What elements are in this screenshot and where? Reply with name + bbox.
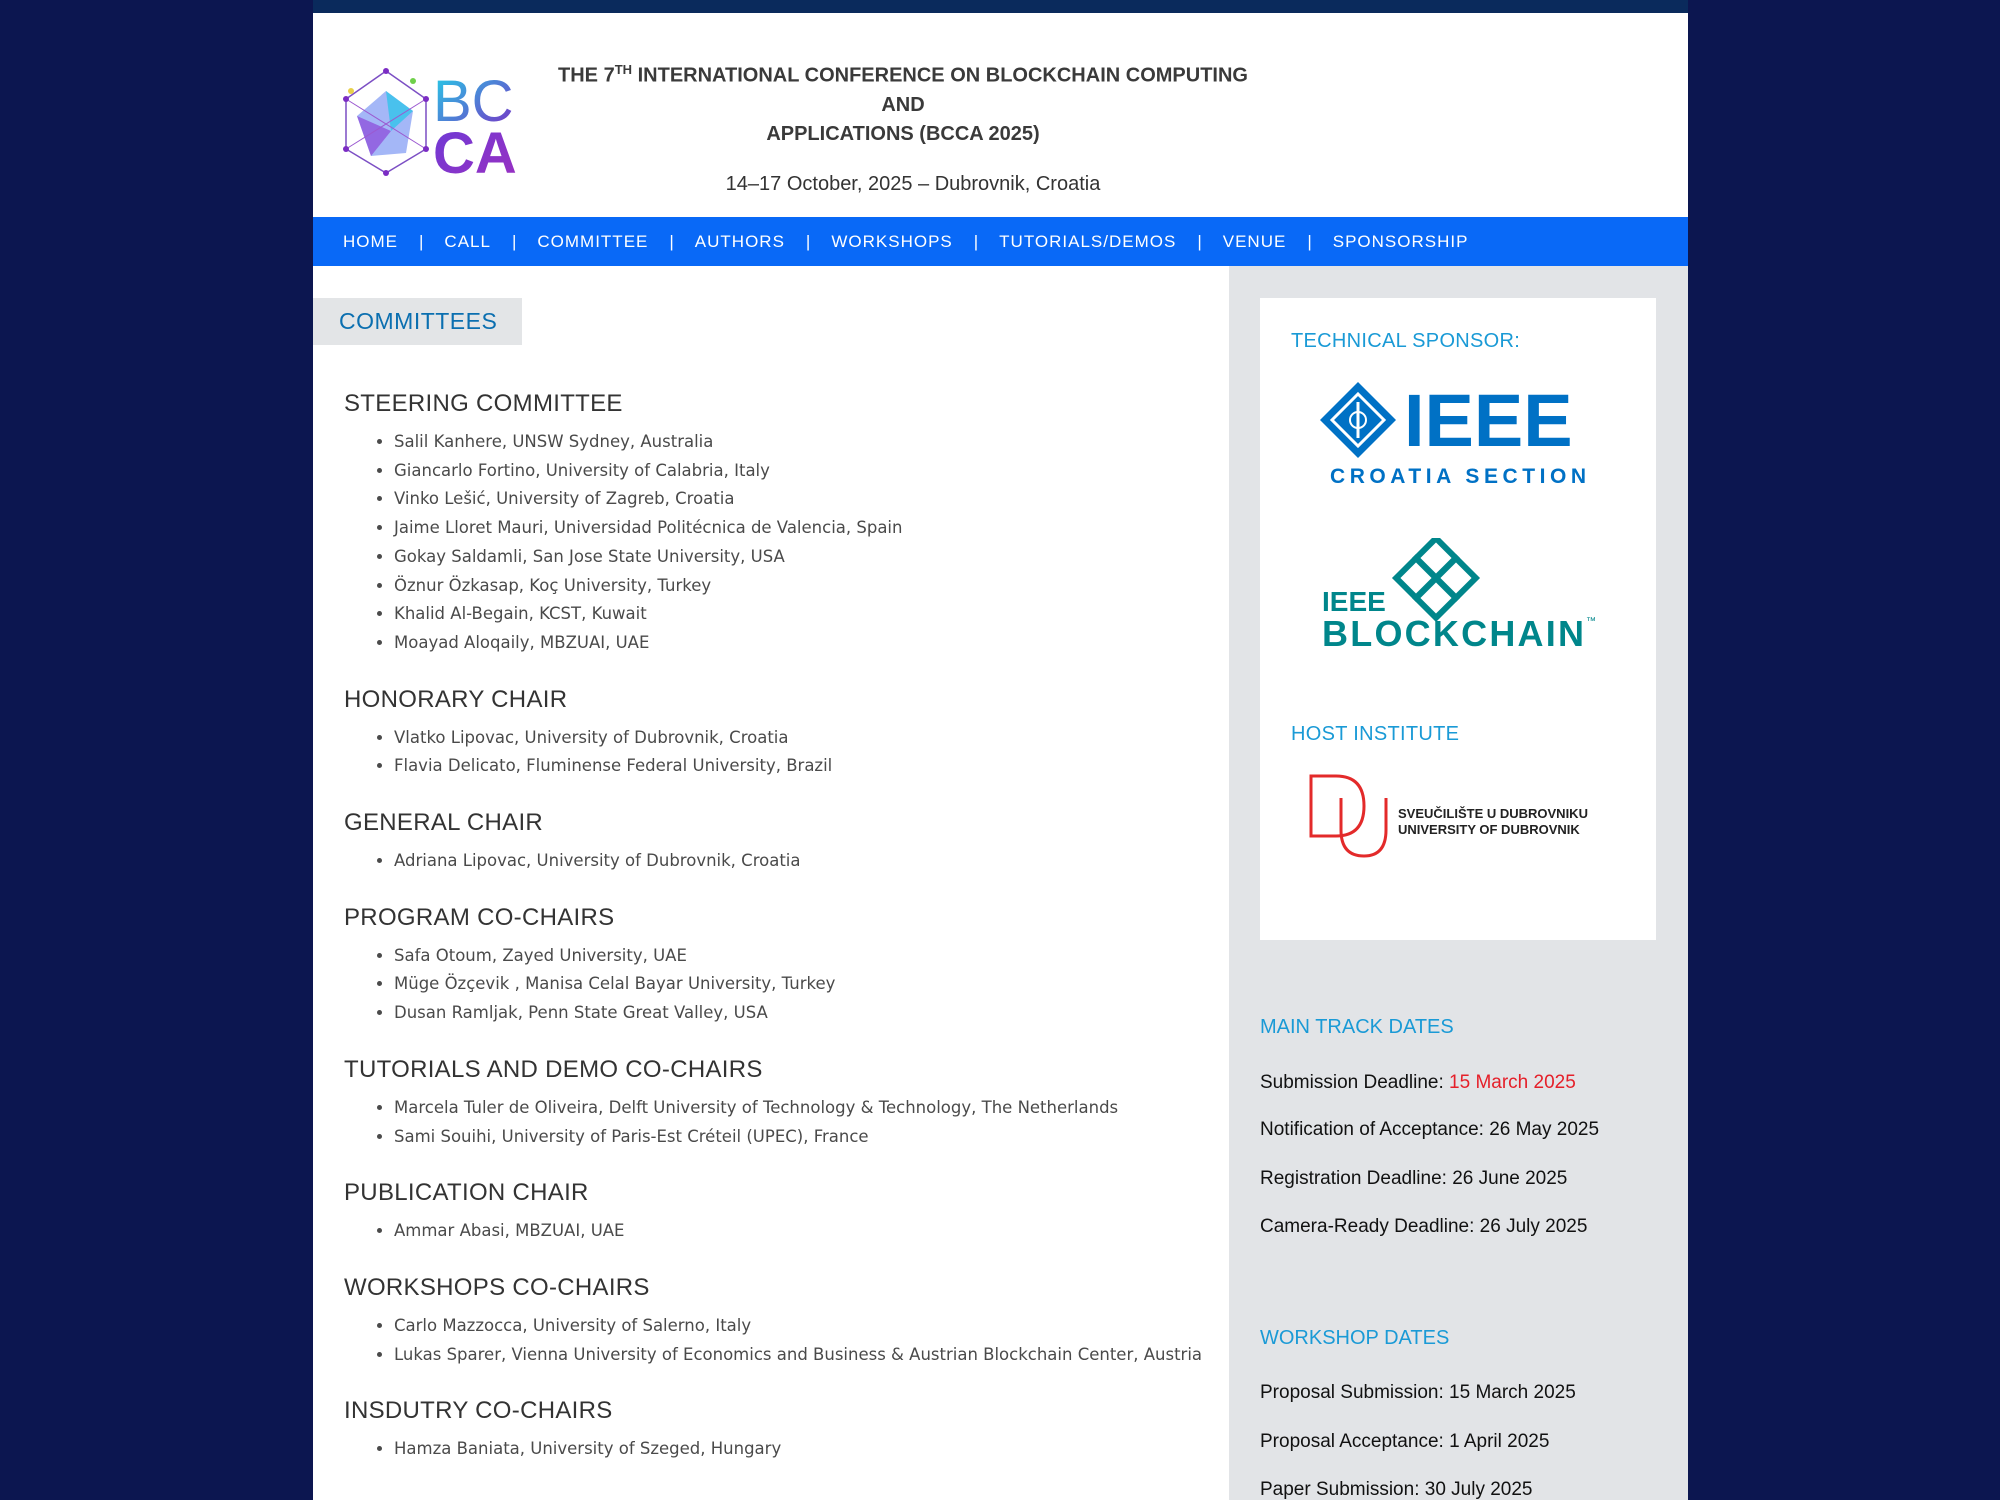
sidebar — [1229, 266, 1688, 1500]
title-line-2: APPLICATIONS (BCCA 2025) — [766, 122, 1040, 145]
registration-date: Registration Deadline: 26 June 2025 — [1260, 1168, 1568, 1189]
section-heading: TUTORIALS AND DEMO CO-CHAIRS — [344, 1055, 763, 1083]
nav-separator: | — [1307, 231, 1312, 251]
nav-separator: | — [805, 231, 811, 251]
member-item: • Öznur Özkasap, Koç University, Turkey — [394, 572, 1214, 601]
logo-text-bottom: CA — [433, 121, 517, 186]
conference-title — [553, 55, 1253, 196]
ieee-blockchain-logo[interactable] — [1322, 538, 1602, 653]
conference-dates: 14–17 October, 2025 – Dubrovnik, Croatia — [725, 172, 1101, 195]
logo-text-top: BC — [433, 69, 514, 134]
section-publication — [344, 1179, 1214, 1246]
section-heading: GENERAL CHAIR — [344, 809, 544, 837]
sponsor-box — [1260, 298, 1656, 940]
proposal-acceptance-date: Proposal Acceptance: 1 April 2025 — [1260, 1431, 1550, 1452]
section-workshops — [344, 1274, 1214, 1369]
section-honorary — [344, 686, 1214, 781]
crystal-icon — [343, 68, 429, 176]
nav-separator: | — [511, 231, 517, 251]
bcca-logo[interactable] — [331, 61, 551, 186]
section-program — [344, 904, 1214, 1028]
committee-sections — [344, 390, 1214, 1492]
member-item: • Khalid Al-Begain, KCST, Kuwait — [394, 600, 1214, 629]
section-steering — [344, 390, 1214, 658]
paper-submission-date: Paper Submission: 30 July 2025 — [1260, 1479, 1533, 1500]
member-item: • Ammar Abasi, MBZUAI, UAE — [394, 1217, 1214, 1246]
member-list — [344, 1435, 1214, 1464]
host-logo-line1: SVEUČILIŠTE U DUBROVNIKU — [1398, 806, 1588, 821]
technical-sponsor-heading: TECHNICAL SPONSOR: — [1291, 330, 1521, 352]
title-rest: INTERNATIONAL CONFERENCE ON BLOCKCHAIN COMPUTING AND — [632, 64, 1248, 116]
main-nav — [313, 217, 1688, 266]
host-institute-heading: HOST INSTITUTE — [1291, 723, 1460, 745]
title-prefix: THE 7 — [558, 64, 615, 87]
section-heading: HONORARY CHAIR — [344, 685, 568, 713]
member-list — [344, 1312, 1214, 1369]
member-list — [344, 1094, 1214, 1151]
title-sup: TH — [614, 62, 633, 77]
nav-separator: | — [669, 231, 674, 251]
notification-date: Notification of Acceptance: 26 May 2025 — [1260, 1119, 1600, 1140]
nav-workshops[interactable]: WORKSHOPS — [831, 231, 953, 251]
member-item: • Gokay Saldamli, San Jose State University, USA — [394, 543, 1214, 572]
member-item: • Hamza Baniata, University of Szeged, Hungary — [394, 1435, 1214, 1464]
top-strip — [313, 0, 1688, 13]
page — [313, 13, 1688, 1500]
member-list — [344, 428, 1214, 658]
member-item: • Salil Kanhere, UNSW Sydney, Australia — [394, 428, 1214, 457]
ieee-blockchain-bottom: BLOCKCHAIN — [1322, 613, 1584, 653]
nav-authors[interactable]: AUTHORS — [694, 231, 785, 251]
host-logo-line2: UNIVERSITY OF DUBROVNIK — [1398, 822, 1580, 837]
member-list — [344, 1217, 1214, 1246]
nav-home[interactable]: HOME — [343, 231, 398, 251]
main-track-dates-heading: MAIN TRACK DATES — [1260, 1016, 1454, 1038]
member-item: • Vlatko Lipovac, University of Dubrovnik, Croatia — [394, 724, 1214, 753]
member-item: • Lukas Sparer, Vienna University of Economics and Business & Austrian Blockchain Center, Austria — [394, 1341, 1214, 1370]
nav-call[interactable]: CALL — [444, 231, 491, 251]
proposal-submission-date: Proposal Submission: 15 March 2025 — [1260, 1382, 1576, 1403]
nav-tutorials-demos[interactable]: TUTORIALS/DEMOS — [999, 231, 1177, 251]
member-item: • Jaime Lloret Mauri, Universidad Politécnica de Valencia, Spain — [394, 514, 1214, 543]
workshop-dates-heading: WORKSHOP DATES — [1260, 1327, 1450, 1349]
nav-separator: | — [973, 231, 979, 251]
ieee-diamond-icon — [1320, 382, 1396, 458]
section-general-chair — [344, 809, 1214, 876]
nav-separator: | — [1197, 231, 1202, 251]
ieee-croatia-bottom: CROATIA SECTION — [1330, 465, 1586, 488]
section-heading: PROGRAM CO-CHAIRS — [344, 903, 615, 931]
nav-separator: | — [419, 231, 424, 251]
ieee-blockchain-tm: ™ — [1586, 616, 1596, 627]
member-item: • Flavia Delicato, Fluminense Federal University, Brazil — [394, 752, 1214, 781]
university-dubrovnik-logo[interactable] — [1306, 768, 1606, 868]
du-monogram-icon — [1311, 776, 1386, 856]
section-heading: PUBLICATION CHAIR — [344, 1179, 589, 1207]
nav-sponsorship[interactable]: SPONSORSHIP — [1332, 231, 1469, 251]
submission-deadline — [1260, 1072, 1576, 1094]
ieee-blockchain-top: IEEE — [1322, 586, 1386, 617]
section-tutorials — [344, 1056, 1214, 1151]
ieee-croatia-logo[interactable] — [1320, 382, 1590, 492]
member-item: • Sami Souihi, University of Paris-Est Créteil (UPEC), France — [394, 1123, 1214, 1152]
member-item: • Müge Özçevik , Manisa Celal Bayar University, Turkey — [394, 970, 1214, 999]
member-item: • Dusan Ramljak, Penn State Great Valley, USA — [394, 999, 1214, 1028]
member-list — [344, 847, 1214, 876]
nav-committee[interactable]: COMMITTEE — [537, 231, 649, 251]
submission-label: Submission Deadline: — [1260, 1072, 1450, 1093]
member-item: • Carlo Mazzocca, University of Salerno, Italy — [394, 1312, 1214, 1341]
member-item: • Giancarlo Fortino, University of Calabria, Italy — [394, 457, 1214, 486]
member-item: • Moayad Aloqaily, MBZUAI, UAE — [394, 629, 1214, 658]
member-item: • Marcela Tuler de Oliveira, Delft University of Technology & Technology, The Netherlands — [394, 1094, 1214, 1123]
nav-venue[interactable]: VENUE — [1222, 231, 1287, 251]
member-list — [344, 724, 1214, 781]
submission-value: 15 March 2025 — [1449, 1072, 1576, 1093]
main-content — [313, 266, 1229, 1500]
site-header — [313, 13, 1688, 217]
section-heading: WORKSHOPS CO-CHAIRS — [344, 1273, 650, 1301]
blockchain-knot-icon — [1396, 538, 1476, 618]
section-heading: STEERING COMMITTEE — [344, 390, 623, 417]
section-heading: INSDUTRY CO-CHAIRS — [344, 1397, 613, 1425]
member-item: • Adriana Lipovac, University of Dubrovnik, Croatia — [394, 847, 1214, 876]
ieee-croatia-top: IEEE — [1404, 382, 1573, 462]
member-list — [344, 942, 1214, 1028]
committees-tab: COMMITTEES — [313, 298, 522, 345]
section-industry — [344, 1397, 1214, 1464]
camera-ready-date: Camera-Ready Deadline: 26 July 2025 — [1260, 1216, 1588, 1237]
member-item: • Safa Otoum, Zayed University, UAE — [394, 942, 1214, 971]
member-item: • Vinko Lešić, University of Zagreb, Croatia — [394, 485, 1214, 514]
